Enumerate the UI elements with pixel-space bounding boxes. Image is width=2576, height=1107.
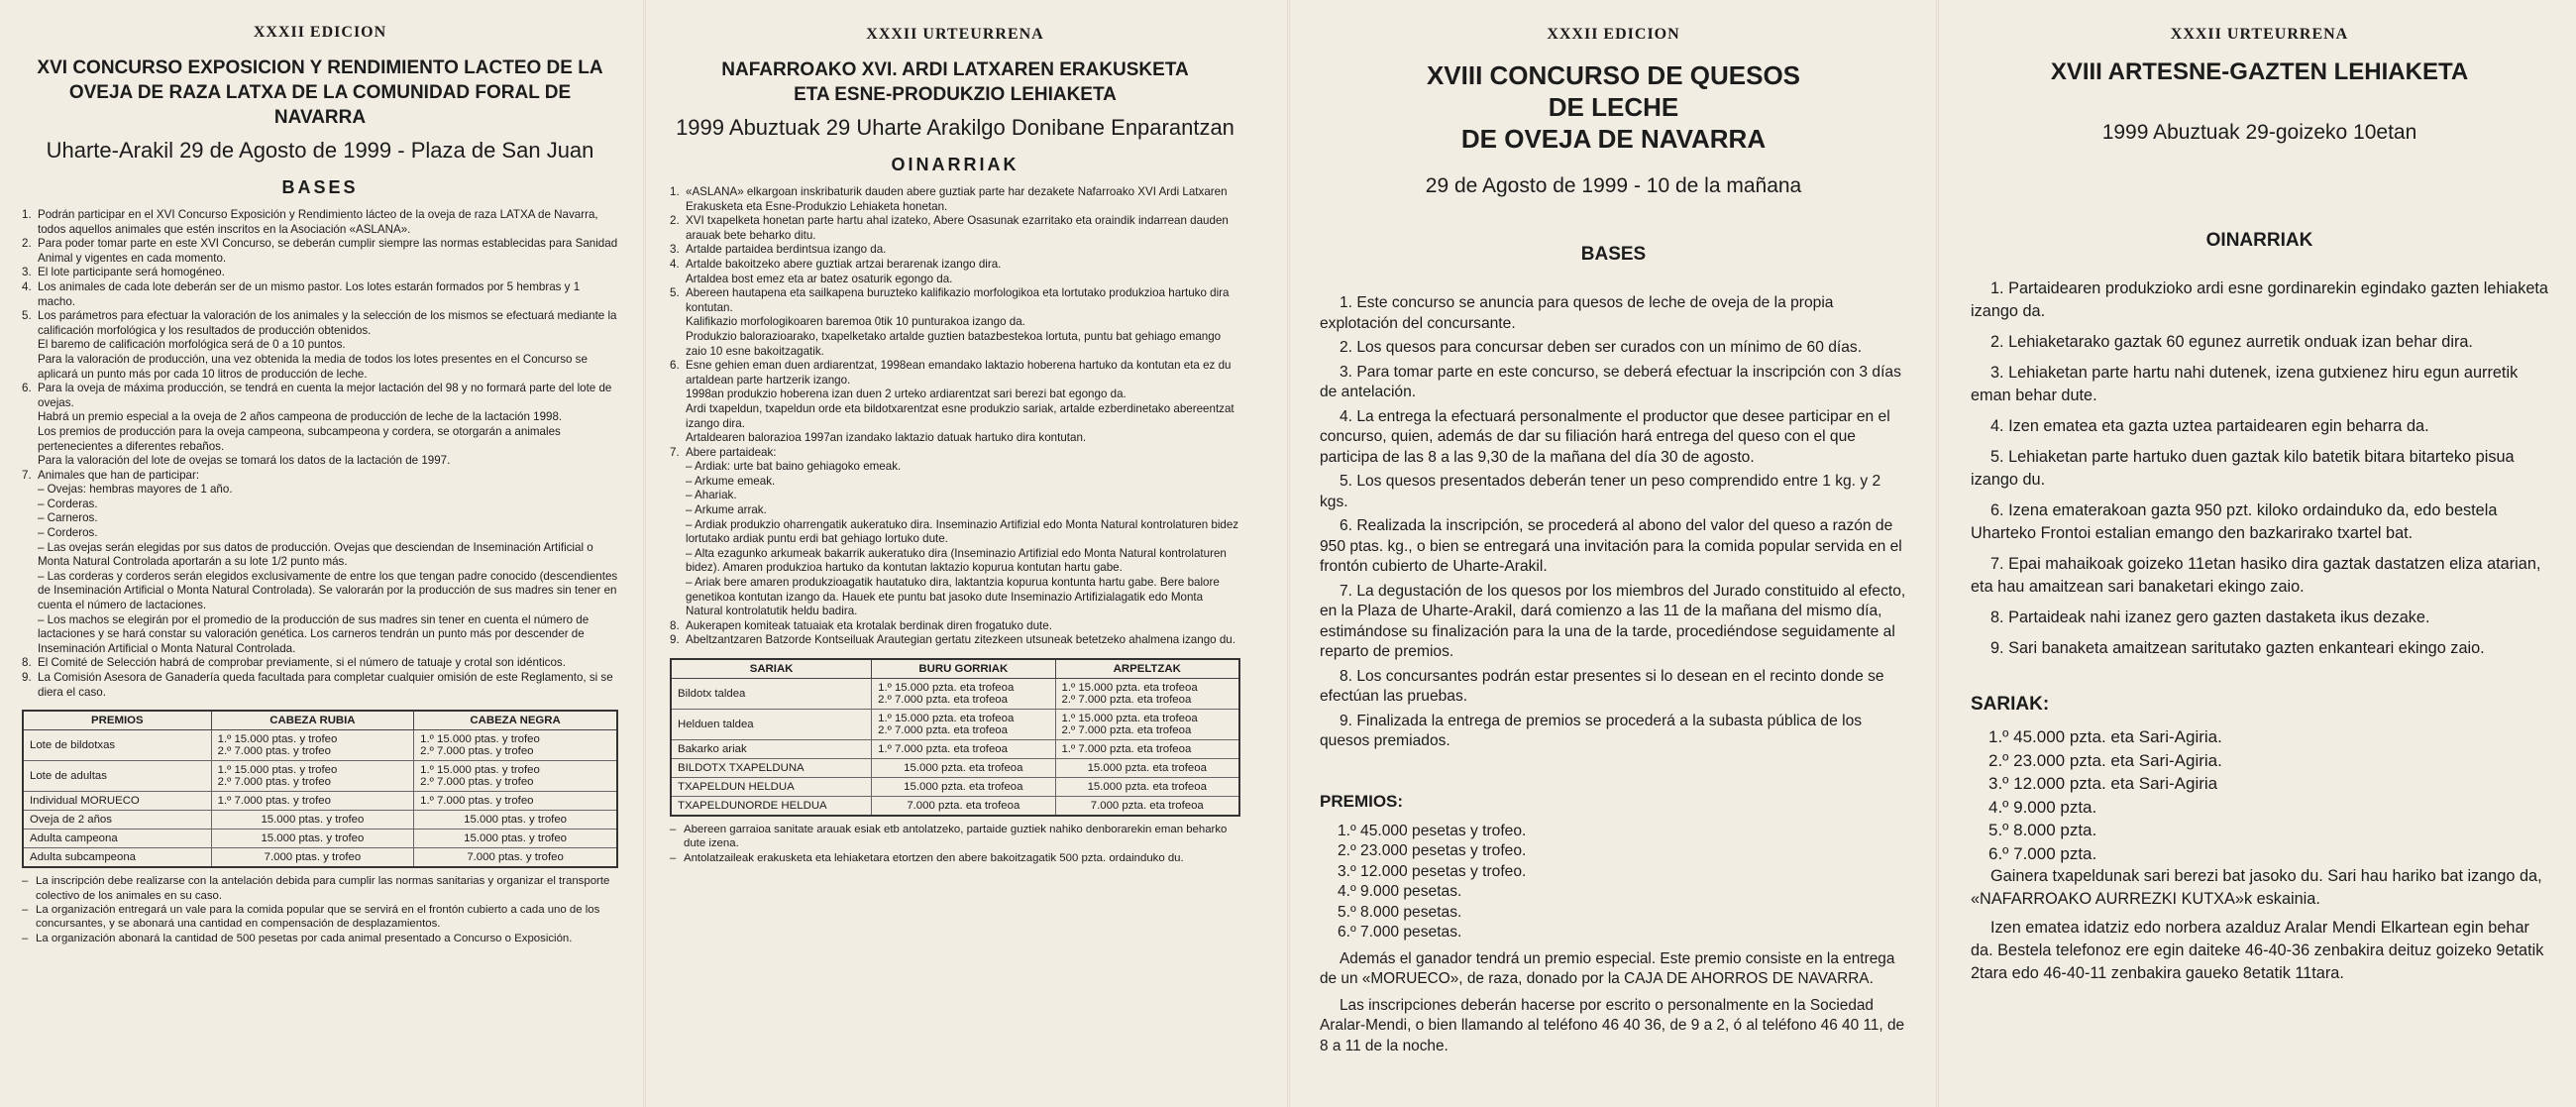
prize-table [670,658,1240,817]
title-line: DE LECHE [1548,92,1679,122]
table-cell: BILDOTX TXAPELDUNA [671,759,872,778]
rule-number: 1. [22,208,32,221]
prize-item: 6.º 7.000 pzta. [1988,843,2097,863]
rule-item [670,214,1240,243]
rule-text: El Comité de Selección habrá de comprobar previamente, si el número de tatuaje y crotal son idénticos. [38,656,566,670]
table-cell: 15.000 ptas. y trofeo [414,830,617,848]
rule-number: 3. [670,243,680,257]
rule-item: 1. Este concurso se anuncia para quesos de leche de oveja de la propia explotación del concursante. [1320,294,1834,332]
prize-item: 3.º 12.000 pesetas y trofeo. [1338,862,1527,880]
rule-number: 8. [670,618,680,632]
rule-text: Para la oveja de máxima producción, se tendrá en cuenta la mejor lactación del 98 y no formará parte del lote de ovejas. Habrá un premio especial a la oveja de 2 años campeona de producción de leche de la lactación 1998. Los premios de producción para la oveja campeona, subcampeona y cordera, se otorgarán a animales pertenecientes a diferentes rebaños. Para la valoración del lote de ovejas se tomará los datos de la lactación de 1997. [38,382,612,468]
bases-heading: BASES [1580,244,1647,265]
table-cell: Individual MORUECO [23,792,211,811]
date-place: 1999 Abuztuak 29 Uharte Arakilgo Donibane Enparantzan [676,115,1234,140]
prize-item: 5.º 8.000 pesetas. [1338,903,1462,921]
table-cell: 1.º 15.000 pzta. eta trofeoa 2.º 7.000 pzta. eta trofeoa [872,679,1055,710]
contest-title [22,55,618,130]
rule-item [22,656,618,671]
table-cell: 1.º 15.000 ptas. y trofeo 2.º 7.000 ptas. y trofeo [414,761,617,792]
table-cell: 7.000 ptas. y trofeo [211,848,414,868]
rule-number: 6. [22,382,32,395]
prize-item: 4.º 9.000 pzta. [1988,797,2097,817]
table-row [23,830,617,848]
rule-text: Esne gehien eman duen ardiarentzat, 1998ean emandako laktazio hoberena hartuko da kontutan eta ez du artaldean parte hartzerik izango. 1998an produkzio hoberena izan duen 2 urteko ardiarentzat sari berezi bat egongo da. Ardi txapeldun, txapeldun orde eta bildotxarentzat esne produkzio sariak, artalde ezberdinetako abereentzat izango dira. Artaldearen balorazioa 1997an izandako laktazio datuak hartuko dira kontutan. [686,359,1234,445]
rule-number: 7. [670,445,680,459]
rule-item [670,286,1240,359]
table-cell: TXAPELDUNORDE HELDUA [671,797,872,817]
special-prize-paragraph: Gainera txapeldunak sari berezi bat jasoko du. Sari hau hariko bat izango da, «NAFARROAKO AURREZKI KUTXA»k eskainia. [1971,867,2542,908]
table-header-row [23,711,617,730]
table-cell: Adulta campeona [23,830,211,848]
table-cell: 1.º 7.000 ptas. y trofeo [414,792,617,811]
prize-item: 4.º 9.000 pesetas. [1338,883,1462,900]
table-cell: Bakarko ariak [671,740,872,759]
rule-number: 4. [22,279,32,293]
note-text: Abereen garraioa sanitate arauak esiak etb antolatzeko, partaide guztiek nahiko denborarekin eman beharko dute izena. [684,824,1228,850]
notes-list [670,823,1240,865]
rule-item [22,208,618,237]
table-row [671,710,1239,740]
table-row [23,792,617,811]
note-item: – La inscripción debe realizarse con la antelación debida para cumplir las normas sanitarias y organizar el transporte colectivo de los animales en su caso. [22,874,618,903]
table-row [671,778,1239,797]
title-line: DE OVEJA DE NAVARRA [1460,124,1767,154]
rule-item [670,243,1240,258]
rule-text: «ASLANA» elkargoan inskribaturik dauden abere guztiak parte har dezakete Nafarroako XVI Ardi Latxaren Erakusketa eta Esne-Produkzio Lehiaketa honetan. [686,185,1228,213]
rule-text: El lote participante será homogéneo. [38,266,225,279]
note-text: La inscripción debe realizarse con la antelación debida para cumplir las normas sanitarias y organizar el transporte colectivo de los animales en su caso. [36,875,610,902]
prizes-list [1988,725,2548,865]
contest-title [670,57,1240,107]
prizes-heading: SARIAK: [1971,694,2050,715]
prize-item: 2.º 23.000 pesetas y trofeo. [1338,842,1527,859]
contest-title [1320,59,1907,155]
rule-item: 7. Epai mahaikoak goizeko 11etan hasiko dira gaztak dastatzen eliza atarian, eta hau amaitzean sari banaketari ekingo zaio. [1971,555,2541,596]
column-header: SARIAK [671,659,872,679]
rule-item [22,266,618,280]
rule-item: 7. La degustación de los quesos por los miembros del Jurado constituido al efecto, en la Plaza de Uharte-Arakil, dará comienzo a las 11 de la mañana del mismo día, estimándose su finalización para la una de la tarde, procediéndose seguidamente al reparto de premios. [1320,582,1906,660]
rule-number: 2. [22,237,32,251]
title-line: XVI CONCURSO EXPOSICION Y RENDIMIENTO LACTEO DE LA [37,57,603,78]
table-cell: Adulta subcampeona [23,848,211,868]
rule-text: La Comisión Asesora de Ganadería queda facultada para completar cualquier omisión de este Reglamento, si se diera el caso. [38,671,613,699]
title-line: OVEJA DE RAZA LATXA DE LA COMUNIDAD FORAL DE NAVARRA [68,82,572,128]
date-place: Uharte-Arakil 29 de Agosto de 1999 - Plaza de San Juan [46,138,594,163]
rule-item: 4. Izen ematea eta gazta uztea partaidearen egin beharra da. [1990,417,2429,435]
rule-number: 5. [670,286,680,300]
special-prize-paragraph: Además el ganador tendrá un premio especial. Este premio consiste en la entrega de un «MORUECO», de raza, donado por la CAJA DE AHORROS DE NAVARRA. [1320,949,1895,987]
prizes-heading: PREMIOS: [1320,791,1404,811]
table-cell: 1.º 15.000 ptas. y trofeo 2.º 7.000 ptas. y trofeo [211,730,414,761]
rule-number: 3. [22,266,32,279]
date-place: 1999 Abuztuak 29-goizeko 10etan [2101,121,2417,144]
rule-number: 6. [670,359,680,373]
rule-text: Abeltzantzaren Batzorde Kontseiluak Arautegian gertatu zitezkeen utsuneak betetzeko ahalmena izango du. [686,633,1235,647]
rule-text: Artalde partaidea berdintsua izango da. [686,243,887,257]
table-row [671,797,1239,817]
table-cell: 1.º 7.000 pzta. eta trofeoa [872,740,1055,759]
rule-item [670,619,1240,634]
rule-text: Los parámetros para efectuar la valoración de los animales y la selección de los mismos se efectuará mediante la calificación morfológica y los resultados de producción obtenidos. El baremo de calificación morfológica será de 0 a 10 puntos. Para la valoración de producción, una vez obtenida la media de todos los lotes presentes en el Concurso se aplicará un punto más por cada 10 litros de producción de leche. [38,309,617,381]
rule-item [22,382,618,469]
prize-table [22,710,618,868]
panel-latxa-contest-eu [644,0,1288,1107]
table-cell: 15.000 ptas. y trofeo [211,811,414,830]
rule-text: Aukerapen komiteak tatuaiak eta krotalak berdinak diren frogatuko dute. [686,618,1052,632]
contest-title [1971,57,2548,87]
panel-cheese-contest-eu [1937,0,2576,1107]
prize-item: 1.º 45.000 pzta. eta Sari-Agiria. [1988,727,2222,746]
rule-item: 8. Los concursantes podrán estar presentes si lo desean en el recinto donde se efectúan las pruebas. [1320,667,1884,705]
rules-list [22,208,618,700]
table-cell: 15.000 pzta. eta trofeoa [872,778,1055,797]
table-cell: 7.000 pzta. eta trofeoa [1055,797,1239,817]
rule-item [22,671,618,700]
rule-item: 6. Izena ematerakoan gazta 950 pzt. kiloko ordainduko da, edo bestela Uharteko Frontoi estalian emango den bazkarirako txartel bat. [1971,501,2498,542]
rule-item [670,633,1240,648]
rule-number: 9. [22,671,32,684]
rule-item [670,446,1240,619]
bases-heading: BASES [281,177,359,197]
rule-item: 4. La entrega la efectuará personalmente el productor que desee participar en el concurso, quien, además de dar su filiación hará entrega del queso con el que participa de las 8 a las 9,30 de la mañana del día 30 de agosto. [1320,407,1890,466]
table-cell: 7.000 pzta. eta trofeoa [872,797,1055,817]
rule-item: 2. Los quesos para concursar deben ser curados con un mínimo de 60 días. [1340,339,1863,356]
rule-item: 5. Lehiaketan parte hartuko duen gaztak kilo batetik bitara bitarteko pisua izango du. [1971,448,2515,489]
column-header: CABEZA NEGRA [414,711,617,730]
title-line: ETA ESNE-PRODUKZIO LEHIAKETA [794,84,1117,105]
rule-item [670,359,1240,446]
rule-number: 4. [670,257,680,271]
rule-item [22,237,618,266]
prizes-list [1338,822,1907,943]
rules-list [1971,277,2548,660]
prize-item: 3.º 12.000 pzta. eta Sari-Agiria [1988,774,2218,793]
rule-item: 3. Para tomar parte en este concurso, se deberá efectuar la inscripción con 3 días de antelación. [1320,363,1901,400]
table-cell: 1.º 7.000 pzta. eta trofeoa [1055,740,1239,759]
table-cell: Oveja de 2 años [23,811,211,830]
rule-text: XVI txapelketa honetan parte hartu ahal izateko, Abere Osasunak ezarritako eta oraindik indarrean dauden arauak bete beharko ditu. [686,214,1229,242]
notes-list [22,874,618,945]
prize-item: 1.º 45.000 pesetas y trofeo. [1338,822,1527,839]
column-header: CABEZA RUBIA [211,711,414,730]
prize-item: 5.º 8.000 pzta. [1988,821,2097,839]
rule-number: 7. [22,468,32,482]
table-row [671,679,1239,710]
note-item: – Abereen garraioa sanitate arauak esiak etb antolatzeko, partaide guztiek nahiko denborarekin eman beharko dute izena. [670,823,1240,851]
rule-item [22,309,618,382]
table-row [23,730,617,761]
table-cell: 1.º 15.000 pzta. eta trofeoa 2.º 7.000 pzta. eta trofeoa [1055,679,1239,710]
note-text: La organización entregará un vale para la comida popular que se servirá en el frontón cubierto a cada uno de los concursantes, y se abonará una cantidad en compensación de desplazamientos. [36,904,600,931]
table-row [23,848,617,868]
rule-number: 5. [22,309,32,323]
column-header: PREMIOS [23,711,211,730]
rules-list [1320,293,1907,752]
table-cell: Lote de bildotxas [23,730,211,761]
bases-heading: OINARRIAK [2205,230,2313,251]
table-cell: 1.º 15.000 pzta. eta trofeoa 2.º 7.000 pzta. eta trofeoa [1055,710,1239,740]
rule-text: Artalde bakoitzeko abere guztiak artzai berarenak izango dira. Artaldea bost emez eta ar batez osaturik egongo da. [686,257,1002,285]
rule-item: 9. Sari banaketa amaitzean saritutako gazten enkanteari ekingo zaio. [1990,639,2485,657]
title-line: NAFARROAKO XVI. ARDI LATXAREN ERAKUSKETA [721,59,1189,80]
table-header-row [671,659,1239,679]
column-header: ARPELTZAK [1055,659,1239,679]
table-cell: Lote de adultas [23,761,211,792]
panel-cheese-contest-es [1288,0,1937,1107]
date-place: 29 de Agosto de 1999 - 10 de la mañana [1425,174,1802,197]
rule-number: 9. [670,633,680,647]
table-cell: 15.000 pzta. eta trofeoa [872,759,1055,778]
rule-text: Los animales de cada lote deberán ser de un mismo pastor. Los lotes estarán formados por 5 hembras y 1 macho. [38,279,581,308]
rule-number: 2. [670,214,680,228]
rule-item: 3. Lehiaketan parte hartu nahi dutenek, izena gutxienez hiru egun aurretik eman behar dute. [1971,364,2519,404]
rule-text: Abereen hautapena eta sailkapena buruzteko kalifikazio morfologikoa eta lortutako produkzioa hartuko dira kontutan. Kalifikazio morfologikoaren baremoa 0tik 10 punturakoa izango da. Produkzio balorazioarako, txapelketako artalde guztien batazbestekoa lortuta, puntu bat gehiago emango zaio 10 esne bakoitzagatik. [686,286,1230,358]
table-row [23,761,617,792]
table-cell: 7.000 ptas. y trofeo [414,848,617,868]
note-item: – La organización abonará la cantidad de 500 pesetas por cada animal presentado a Concurso o Exposición. [22,932,573,944]
table-cell: 15.000 pzta. eta trofeoa [1055,778,1239,797]
table-cell: 1.º 15.000 ptas. y trofeo 2.º 7.000 ptas. y trofeo [211,761,414,792]
inscription-paragraph: Izen ematea idatziz edo norbera azalduz Aralar Mendi Elkartean egin behar da. Bestela telefonoz ere egin daiteke 46-40-36 zenbakira deituz goizeko 9etatik 2tara edo 46-40-11 zenbakira gaueko 8etatik 11tara. [1971,919,2544,982]
table-cell: 15.000 ptas. y trofeo [414,811,617,830]
prize-item: 2.º 23.000 pzta. eta Sari-Agiria. [1988,750,2222,770]
table-cell: 1.º 15.000 ptas. y trofeo 2.º 7.000 ptas. y trofeo [414,730,617,761]
edition-heading: XXXII EDICION [253,24,387,41]
rule-number: 1. [670,185,680,198]
table-row [23,811,617,830]
title-line: XVIII ARTESNE-GAZTEN LEHIAKETA [2050,58,2469,85]
rule-item: 6. Realizada la inscripción, se procederá al abono del valor del queso a razón de 950 ptas. kg., o bien se entregará una invitación para la comida popular servida en el frontón cubierto de Uharte-Arakil. [1320,517,1902,575]
rule-text: Podrán participar en el XVI Concurso Exposición y Rendimiento lácteo de la oveja de raza LATXA de Navarra, todos aquellos animales que estén inscritos en la Asociación «ASLANA». [38,208,598,236]
rule-item: 5. Los quesos presentados deberán tener un peso comprendido entre 1 kg. y 2 kgs. [1320,473,1881,510]
rule-item: 2. Lehiaketarako gaztak 60 egunez aurretik onduak izan behar dira. [1990,333,2473,351]
rule-text: Para poder tomar parte en este XVI Concurso, se deberán cumplir siempre las normas establecidas para Sanidad Animal y vigentes en cada momento. [38,237,618,265]
rule-number: 8. [22,656,32,670]
rule-item [22,469,618,657]
note-item: – La organización entregará un vale para la comida popular que se servirá en el frontón cubierto a cada uno de los concursantes, y se abonará una cantidad en compensación de desplazamientos. [22,903,618,932]
rule-text: Abere partaideak: – Ardiak: urte bat baino gehiagoko emeak. – Arkume emeak. – Ahariak. – Arkume arrak. – Ardiak produkzio oharrengatik aukeratuko dira. Inseminazio Artifizial edo Monta Natural kontrolaturen bidez lortutako ardiak puntu erdi bat gehiago lortuko dute. – Alta ezagunko arkumeak bakarrik aukeratuko dira (Inseminazio Artifizial edo Monta Natural kontrolaturen bidez). Amaren produkzioa hartuko da kontutan laktazio kopurua kontutan hartu gabe. – Ariak bere amaren produkzioagatik hautatuko dira, laktantzia kopurua kontunta hartu gabe. Bere balore genetikoa kontutan izango da. Hauek ete puntu bat jasoko dute Inseminazio Artifizialagatik edo Monta Natural kontrolatutik heldu badira. [686,445,1239,618]
rule-item [670,185,1240,214]
note-text: Antolatzaileak erakusketa eta lehiaketara etortzen den abere bakoitzagatik 500 pzta. ordainduko du. [684,851,1184,864]
table-cell: TXAPELDUN HELDUA [671,778,872,797]
panel-latxa-contest-es [0,0,644,1107]
table-cell: Bildotx taldea [671,679,872,710]
title-line: XVIII CONCURSO DE QUESOS [1426,60,1801,90]
table-cell: Helduen taldea [671,710,872,740]
table-row [671,759,1239,778]
edition-heading: XXXII EDICION [1547,26,1680,43]
table-cell: 15.000 pzta. eta trofeoa [1055,759,1239,778]
rule-item [670,258,1240,286]
table-cell: 1.º 7.000 ptas. y trofeo [211,792,414,811]
note-text: La organización abonará la cantidad de 500 pesetas por cada animal presentado a Concurso o Exposición. [36,932,573,944]
rule-item: 8. Partaideak nahi izanez gero gazten dastaketa ikus dezake. [1990,609,2430,626]
table-row [671,740,1239,759]
rule-text: Animales que han de participar: – Ovejas: hembras mayores de 1 año. – Corderas. – Carneros. – Corderos. – Las ovejas serán elegidas por sus datos de producción. Ovejas que desciendan de Inseminación Artificial o Monta Natural Controlada aportarán a su lote 1/2 punto más. – Las corderas y corderos serán elegidos exclusivamente de entre los que tengan padre conocido (descendientes de Inseminación Artificial o Monta Natural Controlada). Se valorarán por la producción de sus madres sin tener en cuenta el número de lactaciones. – Los machos se elegirán por el promedio de la producción de sus madres sin tener en cuenta el número de lactaciones y se hará constar su valoración genética. Los carneros tendrán un punto más por descender de Inseminación Artificial o Monta Natural Controlada. [38,468,618,655]
edition-heading: XXXII URTEURRENA [866,26,1044,43]
rules-list [670,185,1240,648]
edition-heading: XXXII URTEURRENA [2170,26,2349,43]
rule-item: 1. Partaidearen produkzioko ardi esne gordinarekin egindako gazten lehiaketa izango da. [1971,279,2548,320]
rule-item [22,280,618,309]
prize-item: 6.º 7.000 pesetas. [1338,924,1462,941]
rule-item: 9. Finalizada la entrega de premios se procederá a la subasta pública de los quesos premiados. [1320,712,1863,749]
note-item: – Antolatzaileak erakusketa eta lehiaketara etortzen den abere bakoitzagatik 500 pzta. ordainduko du. [670,851,1184,864]
bases-heading: OINARRIAK [891,155,1020,174]
table-cell: 1.º 15.000 pzta. eta trofeoa 2.º 7.000 pzta. eta trofeoa [872,710,1055,740]
column-header: BURU GORRIAK [872,659,1055,679]
table-cell: 15.000 ptas. y trofeo [211,830,414,848]
inscription-paragraph: Las inscripciones deberán hacerse por escrito o personalmente en la Sociedad Aralar-Mendi, o bien llamando al teléfono 46 40 36, de 9 a 2, ó al teléfono 46 40 11, de 8 a 11 de la noche. [1320,996,1905,1054]
